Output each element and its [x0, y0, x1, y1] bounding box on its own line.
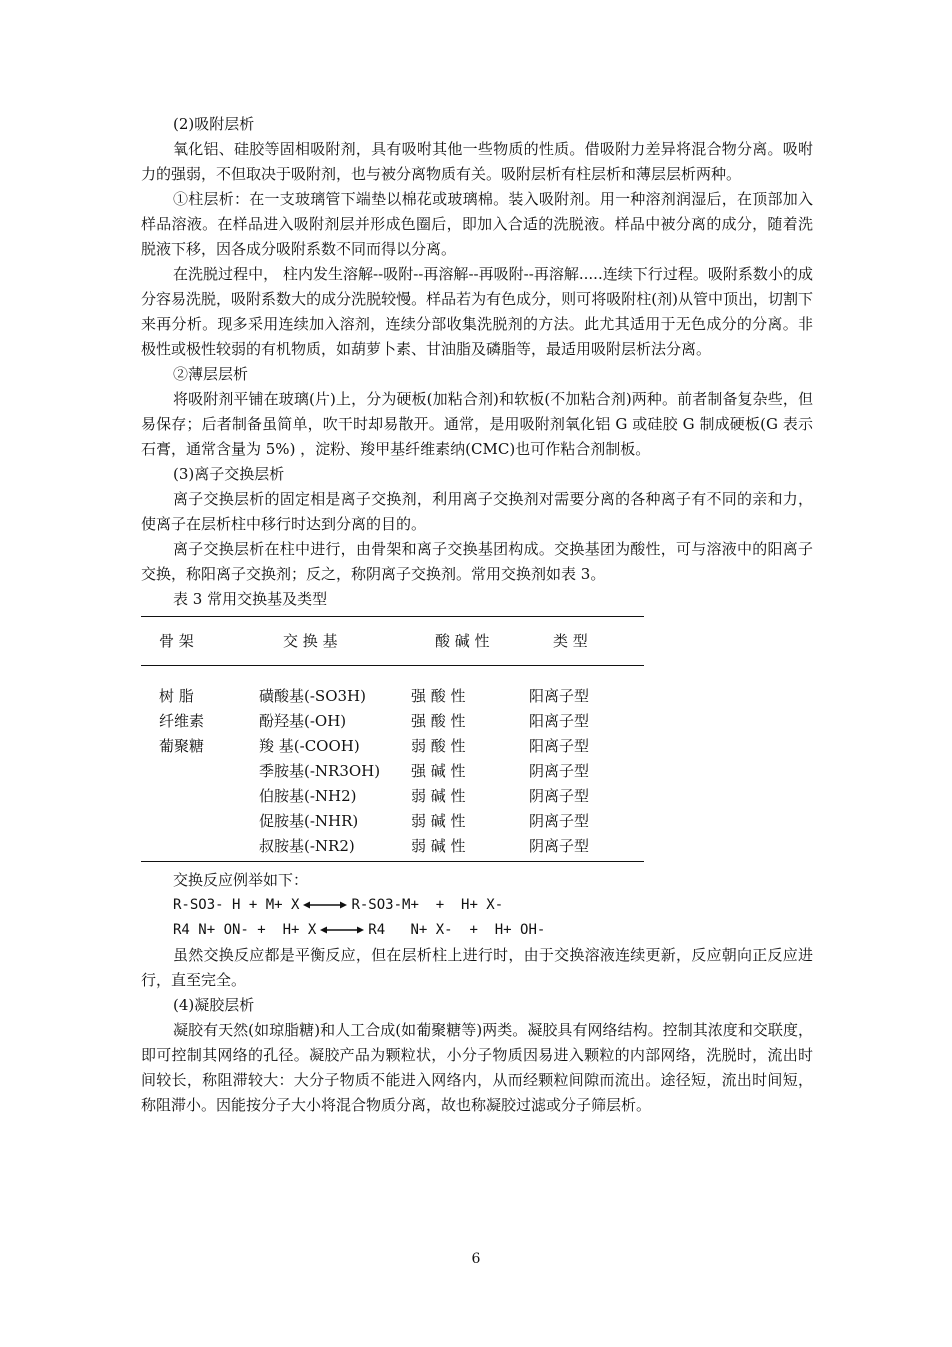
table-header: 交 换 基	[283, 631, 338, 650]
table-cell: 弱 碱 性	[411, 812, 466, 830]
table-row	[141, 759, 649, 784]
table-cell: 阴离子型	[529, 787, 590, 805]
table-cell: 阳离子型	[529, 687, 590, 705]
table-cell: 弱 酸 性	[411, 737, 466, 755]
page-number: 6	[471, 1251, 481, 1267]
table-header: 类 型	[553, 631, 588, 650]
table-row	[141, 809, 649, 834]
table-header: 酸 碱 性	[435, 631, 490, 650]
table-row	[141, 834, 649, 859]
paragraph: 氧化铝、硅胶等固相吸附剂，具有吸咐其他一些物质的性质。借吸附力差异将混合物分离。吸咐力的强弱，不但取决于吸附剂，也与被分离物质有关。吸附层析有柱层析和薄层层析两种。	[141, 140, 813, 183]
table-top-rule	[141, 616, 644, 617]
section-4-title: (4)凝胶层析	[173, 996, 255, 1014]
equation-right: R-SO3-M+ + H+ X-	[351, 897, 504, 913]
table-cell: 弱 碱 性	[411, 837, 466, 855]
double-arrow-icon	[303, 900, 347, 910]
equation-left: R-SO3- H + M+ X	[173, 897, 300, 913]
double-arrow-icon	[320, 925, 364, 935]
table-cell: 磺酸基(-SO3H)	[259, 687, 366, 705]
section-2-title: (2)吸附层析	[173, 115, 255, 133]
table-row	[141, 784, 649, 809]
document-page	[141, 112, 813, 1118]
table-cell: 纤维素	[159, 712, 205, 730]
table-cell: 阴离子型	[529, 837, 590, 855]
table-cell: 促胺基(-NHR)	[259, 812, 359, 830]
paragraph: 离子交换层析的固定相是离子交换剂，利用离子交换剂对需要分离的各种离子有不同的亲和力，使离子在层析柱中移行时达到分离的目的。	[141, 490, 813, 533]
paragraph: 在洗脱过程中， 柱内发生溶解--吸附--再溶解--再吸附--再溶解.....连续下行过程。吸附系数小的成分容易洗脱，吸附系数大的成分洗脱较慢。样品若为有色成分，则可将吸附柱(剂)从管中顶出，切割下来再分析。现多采用连续加入溶剂，连续分部收集洗脱剂的方法。此尤其适用于无色成分的分离。非极性或极性较弱的有机物质，如葫萝卜素、甘油脂及磷脂等，最适用吸附层析法分离。	[141, 265, 813, 358]
table-caption: 表 3 常用交换基及类型	[173, 590, 328, 608]
paragraph: 凝胶有天然(如琼脂糖)和人工合成(如葡聚糖等)两类。凝胶具有网络结构。控制其浓度和交联度，即可控制其网络的孔径。凝胶产品为颗粒状，小分子物质因易进入颗粒的内部网络，洗脱时，流出时间较长，称阻滞较大：大分子物质不能进入网络内，从而经颗粒间隙而流出。途径短，流出时间短，称阻滞小。因能按分子大小将混合物质分离，故也称凝胶过滤或分子筛层析。	[141, 1021, 813, 1114]
paragraph: 将吸附剂平铺在玻璃(片)上，分为硬板(加粘合剂)和软板(不加粘合剂)两种。前者制备复杂些，但易保存；后者制备虽简单，吹干时却易散开。通常，是用吸附剂氧化铝 G 或硅胶 G 制成硬板(G 表示石膏，通常含量为 5%) ，淀粉、羧甲基纤维素纳(CMC)也可作粘合剂制板。	[141, 390, 813, 458]
table-cell: 伯胺基(-NH2)	[259, 787, 357, 805]
table-header-rule	[141, 665, 644, 666]
table-cell	[141, 759, 259, 784]
paragraph: ①柱层析：在一支玻璃管下端垫以棉花或玻璃棉。装入吸附剂。用一种溶剂润湿后，在顶部加入样品溶液。在样品进入吸附剂层并形成色圈后，即加入合适的洗脱液。样品中被分离的成分，随着洗脱液下移，因各成分吸附系数不同而得以分离。	[141, 190, 813, 258]
table-cell	[141, 834, 259, 859]
equation-2	[141, 918, 813, 943]
table-row	[141, 734, 649, 759]
table-cell: 强 碱 性	[411, 762, 466, 780]
table-cell: 阳离子型	[529, 737, 590, 755]
table-cell	[141, 809, 259, 834]
table-cell: 树 脂	[159, 687, 194, 705]
table-row	[141, 684, 649, 709]
equation-right: R4 N+ X- + H+ OH-	[368, 922, 546, 938]
table-cell: 强 酸 性	[411, 712, 466, 730]
table-cell: 酚羟基(-OH)	[259, 712, 347, 730]
table-header-row	[141, 621, 673, 661]
subsection-title: ②薄层层析	[173, 365, 249, 383]
exchange-table	[141, 621, 673, 661]
table-cell: 叔胺基(-NR2)	[259, 837, 355, 855]
table-header: 骨 架	[159, 631, 194, 650]
table-row	[141, 709, 649, 734]
equation-1	[141, 893, 813, 918]
table-cell: 羧 基(-COOH)	[259, 737, 360, 755]
paragraph: 离子交换层析在柱中进行，由骨架和离子交换基团构成。交换基团为酸性，可与溶液中的阳离子交换，称阳离子交换剂；反之，称阴离子交换剂。常用交换剂如表 3。	[141, 540, 813, 583]
reaction-intro: 交换反应例举如下：	[173, 871, 309, 889]
table-bottom-rule	[141, 861, 644, 862]
table-cell: 弱 碱 性	[411, 787, 466, 805]
paragraph: 虽然交换反应都是平衡反应，但在层析柱上进行时，由于交换溶液连续更新，反应朝向正反应进行，直至完全。	[141, 946, 813, 989]
table-cell: 阴离子型	[529, 762, 590, 780]
table-cell: 阴离子型	[529, 812, 590, 830]
exchange-table-body	[141, 670, 649, 859]
table-cell: 葡聚糖	[159, 737, 205, 755]
table-cell	[141, 784, 259, 809]
equation-left: R4 N+ ON- + H+ X	[173, 922, 317, 938]
table-cell: 季胺基(-NR3OH)	[259, 762, 381, 780]
section-3-title: (3)离子交换层析	[173, 465, 285, 483]
table-cell: 强 酸 性	[411, 687, 466, 705]
table-cell: 阳离子型	[529, 712, 590, 730]
